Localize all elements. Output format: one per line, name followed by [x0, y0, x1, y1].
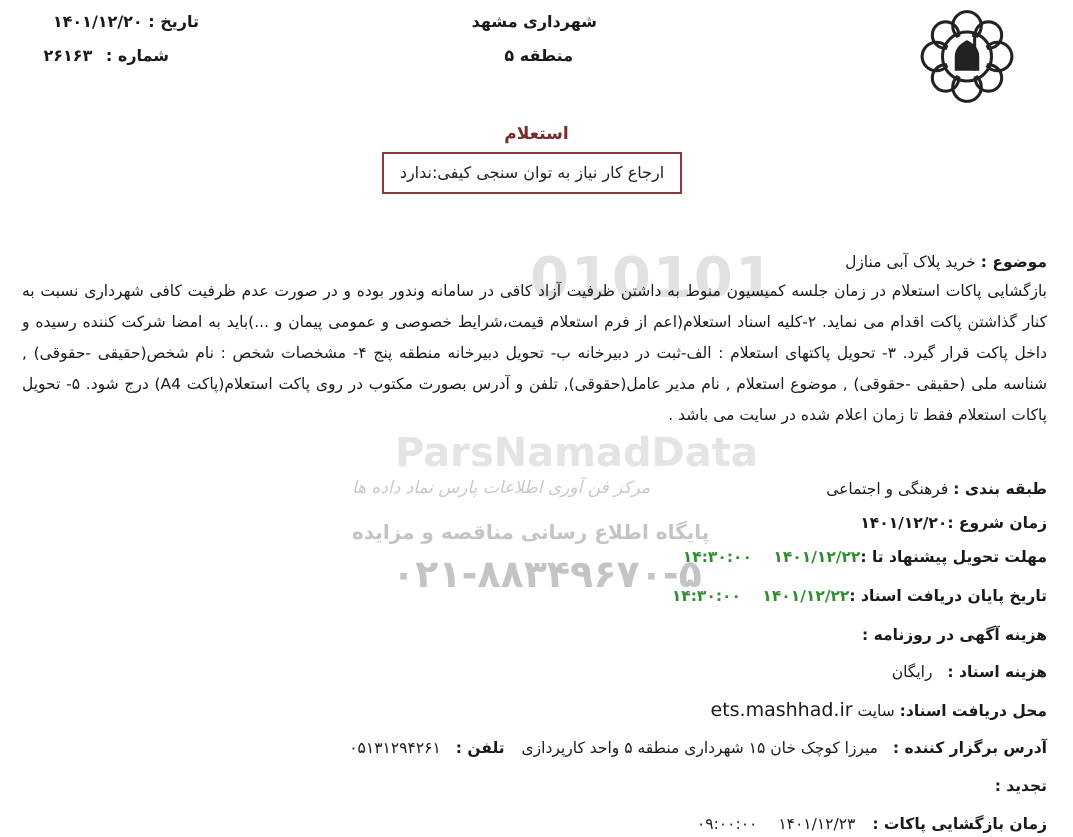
page-title: استعلام [504, 124, 569, 144]
date-field [53, 12, 199, 31]
offer-deadline-row [683, 546, 1047, 568]
doc-receipt-end-row [672, 585, 1047, 607]
date-label: تاریخ : [148, 12, 199, 31]
quality-assessment-note: ارجاع کار نیاز به توان سنجی کیفی:ندارد [382, 152, 682, 194]
org-name: شهرداری مشهد [471, 12, 597, 31]
start-time-value: ۱۴۰۱/۱۲/۲۰ [860, 514, 948, 532]
renewal-row [995, 775, 1047, 797]
category-row [826, 478, 1047, 500]
category-value: فرهنگی و اجتماعی [826, 480, 949, 498]
number-label: شماره : [105, 46, 169, 65]
organizer-phone-value: ۰۵۱۳۱۲۹۴۲۶۱ [349, 739, 441, 757]
start-time-label: زمان شروع : [947, 514, 1047, 532]
watermark-line1: مرکز فن آوری اطلاعات پارس نماد داده ها [352, 478, 651, 498]
region-name: منطقه ۵ [504, 46, 573, 65]
doc-cost-value: رایگان [891, 663, 933, 681]
newspaper-cost-row [862, 624, 1047, 646]
subject-value: خرید پلاک آبی منازل [845, 253, 976, 271]
opening-time-label: زمان بازگشایی پاکات : [872, 815, 1047, 833]
watermark-phone: ۰۲۱-۸۸۳۴۹۶۷۰-۵ [392, 552, 702, 596]
subject-label: موضوع : [980, 253, 1047, 271]
renewal-label: تجدید : [994, 777, 1047, 795]
organizer-address-label: آدرس برگزار کننده : [892, 739, 1047, 757]
doc-place-label: محل دریافت اسناد: [899, 702, 1047, 720]
watermark-numbers: 010101 [530, 246, 776, 311]
watermark-line2: پایگاه اطلاع رسانی مناقصه و مزایده [352, 520, 710, 544]
organizer-address-row [349, 737, 1047, 759]
doc-receipt-end-time: ۱۴:۳۰:۰۰ [671, 587, 741, 605]
conditions-paragraph: بازگشایی پاکات استعلام در زمان جلسه کمیسیون منوط به داشتن ظرفیت آزاد کافی در سامانه وندور بوده و در صورت عدم ظرفیت کافی شهرداری نسبت به کنار گذاشتن پاکت اقدام می نماید. ۲-کلیه اسناد استعلام(اعم از فرم استعلام قیمت،شرایط خصوصی و عمومی پیمان و ...)باید به امضا شرکت کننده رسیده و داخل پاکت قرار گیرد. ۳- تحویل پاکتهای استعلام : الف-ثبت در دبیرخانه ب- تحویل دبیرخانه منطقه پنج ۴- مشخصات شخص : نام شخص(حقیقی -حقوقی) , شناسه ملی (حقیقی -حقوقی) , موضوع استعلام , نام مدیر عامل(حقوقی), تلفن و آدرس بصورت مکتوب در روی پاکت استعلام(پاکت A4) درج شود. ۵- تحویل پاکات استعلام فقط تا زمان اعلام شده در سایت می باشد . [22, 282, 1047, 424]
subject-row [845, 251, 1047, 273]
offer-deadline-date: ۱۴۰۱/۱۲/۲۲ [773, 548, 861, 566]
doc-cost-label: هزینه اسناد : [947, 663, 1047, 681]
doc-place-row [711, 699, 1048, 722]
organizer-phone-label: تلفن : [455, 739, 505, 757]
start-time-row [860, 512, 1047, 534]
offer-deadline-time: ۱۴:۳۰:۰۰ [682, 548, 752, 566]
number-field [44, 46, 170, 65]
date-value: ۱۴۰۱/۱۲/۲۰ [52, 12, 143, 31]
category-label: طبقه بندی : [953, 480, 1047, 498]
doc-cost-row [892, 661, 1047, 683]
opening-time-date: ۱۴۰۱/۱۲/۲۳ [778, 815, 856, 833]
watermark-site: ParsNamadData [395, 430, 758, 476]
organizer-address-value: میرزا کوچک خان ۱۵ شهرداری منطقه ۵ واحد کارپردازی [521, 739, 878, 757]
doc-receipt-end-label: تاریخ پایان دریافت اسناد : [849, 587, 1047, 605]
opening-time-value: ۰۹:۰۰:۰۰ [696, 815, 758, 833]
offer-deadline-label: مهلت تحویل پیشنهاد تا : [860, 548, 1047, 566]
doc-place-prefix: سایت [857, 702, 895, 720]
mashhad-municipality-logo [916, 4, 1018, 109]
opening-time-row [697, 813, 1047, 835]
number-value: ۲۶۱۶۳ [43, 46, 93, 65]
newspaper-cost-label: هزینه آگهی در روزنامه : [862, 626, 1047, 644]
doc-receipt-end-date: ۱۴۰۱/۱۲/۲۲ [762, 587, 850, 605]
doc-place-site-link[interactable]: ets.mashhad.ir [710, 699, 853, 721]
